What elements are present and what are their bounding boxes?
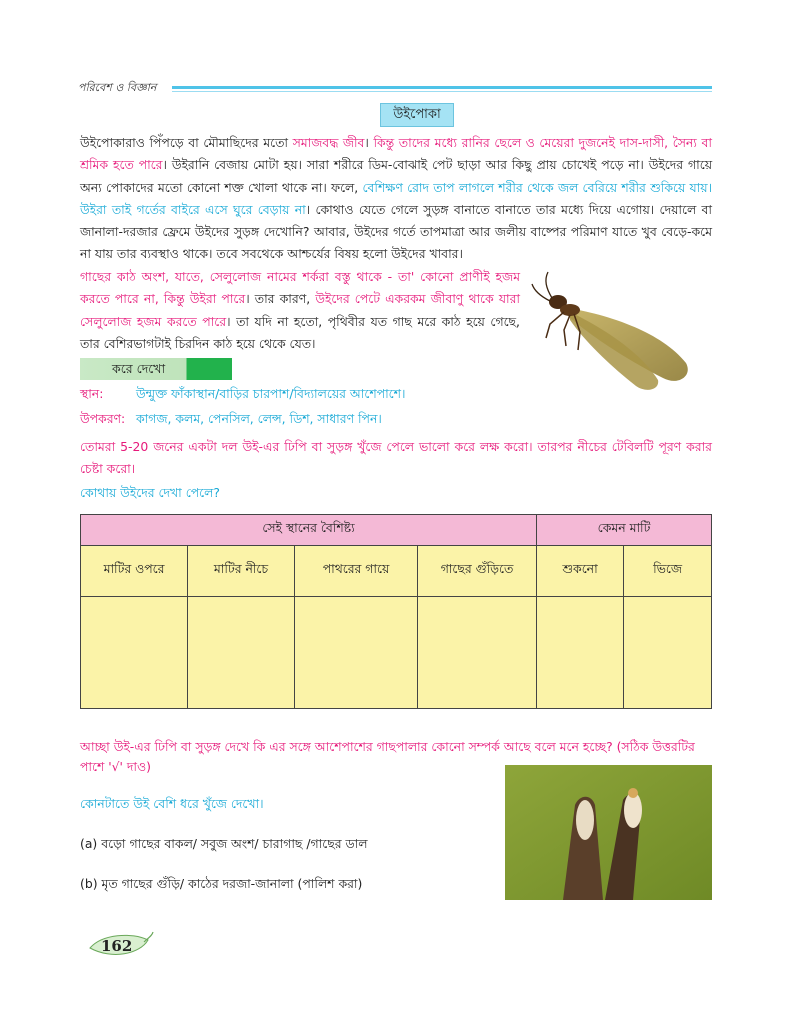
table-cell <box>295 597 418 709</box>
book-title: পরিবেশ ও বিজ্ঞান <box>78 81 157 94</box>
text-run: বেশিক্ষণ রোদ তাপ লাগলে শরীর থেকে জল বেরিয়ে শরীর শুকিয়ে যায়। উইরা তাই গর্তের বাইরে এসে ঘুরে বেড়ায় না <box>80 179 712 217</box>
page-number: 162 <box>101 937 133 955</box>
text-run: । উইরানি বেজায় মোটা হয়। সারা শরীরে ডিম-বোঝাই পেট ছাড়া আর কিছু প্রায় চোখেই পড়ে না। উইদের গায়ে অন্য পোকাদের মতো কোনো শক্ত খোলা থাকে না। ফলে, <box>80 157 712 195</box>
activity-instruction: তোমরা 5-20 জনের একটা দল উই-এর ঢিপি বা সুড়ঙ্গ খুঁজে পেলে ভালো করে লক্ষ করো। তারপর নীচের টেবিলটি পূরণ করার চেষ্টা করো। <box>80 439 712 476</box>
question-relation: আচ্ছা উই-এর ঢিপি বা সুড়ঙ্গ দেখে কি এর সঙ্গে আশেপাশের গাছপালার কোনো সম্পর্ক আছে বলে মনে হচ্ছে? (সঠিক উত্তরটির পাশে '√' দাও) <box>80 739 695 774</box>
place-line <box>80 386 405 406</box>
column-header: পাথরের গায়ে <box>295 546 418 597</box>
paragraph-cellulose <box>80 266 520 355</box>
table-cell <box>418 597 537 709</box>
winged-termite-image <box>528 268 698 398</box>
header-rule-thin <box>172 91 712 92</box>
table-group-place-features: সেই স্থানের বৈশিষ্ট্য <box>81 515 537 546</box>
termites-on-wood-photo <box>505 765 712 900</box>
try-it-badge: করে দেখো <box>80 358 232 380</box>
section-title: উইপোকা <box>380 103 454 127</box>
text-run: । তা যদি না হতো, পৃথিবীর যত গাছ মরে কাঠ হয়ে গেছে, তার বেশিরভাগটাই চিরদিন কাঠ হয়ে থেকে যেত। <box>80 313 520 351</box>
materials-line <box>80 411 382 431</box>
option-a: (a) বড়ো গাছের বাকল/ সবুজ অংশ/ চারাগাছ /গাছের ডাল <box>80 836 368 851</box>
paragraph-termite-intro <box>80 132 712 266</box>
table-cell <box>188 597 295 709</box>
table-cell <box>537 597 624 709</box>
column-header: গাছের গুঁড়িতে <box>418 546 537 597</box>
column-header: মাটির নীচে <box>188 546 295 597</box>
place-value: উন্মুক্ত ফাঁকাস্থান/বাড়ির চারপাশ/বিদ্যালয়ের আশেপাশে। <box>136 386 406 401</box>
text-run: । <box>364 135 374 150</box>
column-header: শুকনো <box>537 546 624 597</box>
text-run: কিন্তু তাদের মধ্যে রানির ছেলে ও মেয়েরা দুজনেই দাস-দাসী, সৈন্য বা শ্রমিক হতে পারে <box>80 135 712 173</box>
question-where-more: কোনটাতে উই বেশি ধরে খুঁজে দেখো। <box>80 796 264 811</box>
option-b: (b) মৃত গাছের গুঁড়ি/ কাঠের দরজা-জানালা (পালিশ করা) <box>80 876 363 891</box>
materials-value: কাগজ, কলম, পেনসিল, লেন্স, ডিশ, সাধারণ পিন। <box>136 411 382 426</box>
materials-label: উপকরণ: <box>80 411 126 426</box>
place-label: স্থান: <box>80 386 104 401</box>
text-run: সমাজবদ্ধ জীব <box>292 135 365 150</box>
table-group-soil-type: কেমন মাটি <box>537 515 712 546</box>
table-cell <box>81 597 188 709</box>
observation-table <box>80 514 712 709</box>
text-run: । কোথাও যেতে গেলে সুড়ঙ্গ বানাতে বানাতে তার মধ্যে দিয়ে এগোয়। দেয়ালে বা জানালা-দরজার ফ্রেমে উইদের সুড়ঙ্গ দেখোনি? আবার, উইদের গর্তে তাপমাত্রা আর জলীয় বাষ্পের পরিমাণ যাতে খুব বেড়ে-কমে না যায় তার ব্যবস্থাও থাকে। তবে সবথেকে আশ্চর্যের বিষয় হলো উইদের খাবার। <box>80 201 712 262</box>
text-run: গাছের কাঠ অংশ, যাতে, সেলুলোজ নামের শর্করা বস্তু থাকে - তা' কোনো প্রাণীই হজম করতে পারে না, কিন্তু উইরা পারে <box>80 269 520 307</box>
header-rule <box>172 86 712 89</box>
text-run: উইদের পেটে একরকম জীবাণু থাকে যারা সেলুলোজ হজম করতে পারে <box>80 291 520 329</box>
column-header: ভিজে <box>624 546 712 597</box>
table-cell <box>624 597 712 709</box>
text-run: । তার কারণ, <box>245 291 316 307</box>
text-run: উইপোকারাও পিঁপড়ে বা মৌমাছিদের মতো <box>80 135 293 150</box>
question-where-found: কোথায় উইদের দেখা পেলে? <box>80 485 220 500</box>
column-header: মাটির ওপরে <box>81 546 188 597</box>
